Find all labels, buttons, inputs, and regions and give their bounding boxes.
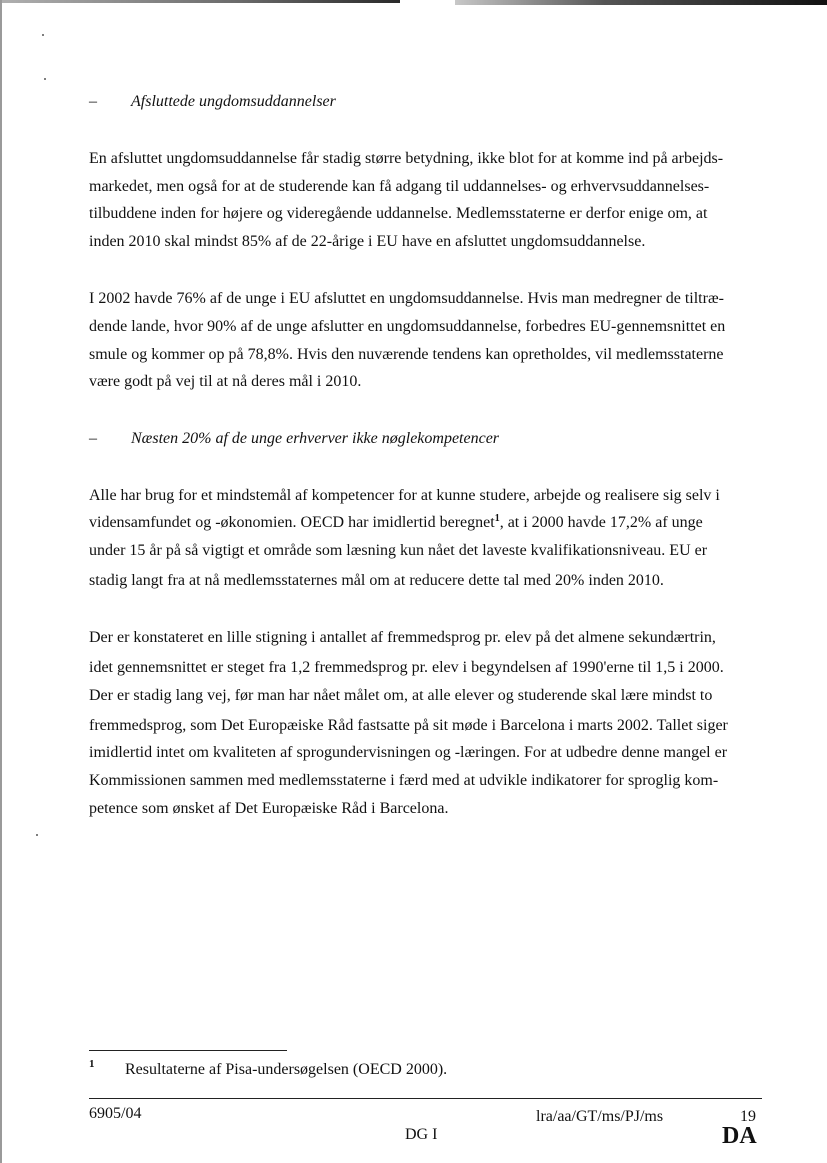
footer-initials: lra/aa/GT/ms/PJ/ms [536,1108,664,1125]
text-line: Der er konstateret en lille stigning i antallet af fremmedsprog pr. elev på det almene sekundærtrin, [89,629,716,646]
section-dash: – [89,93,97,110]
text-line: stadig langt fra at nå medlemsstaternes mål om at reducere dette tal med 20% inden 2010. [89,572,664,589]
section-dash: – [89,430,97,447]
text-line: Alle har brug for et mindstemål af kompetencer for at kunne studere, arbejde og realisere sig selv i [89,487,720,504]
footnote-divider [89,1050,287,1051]
section-heading-key-competences: Næsten 20% af de unge erhverver ikke nøglekompetencer [131,430,500,447]
footnote-text: Resultaterne af Pisa-undersøgelsen (OECD 2000). [125,1061,448,1078]
text-segment: vidensamfundet og -økonomien. OECD har imidlertid beregnet [89,514,495,531]
text-line: dende lande, hvor 90% af de unge afslutter en ungdomsuddannelse, forbedres EU-gennemsnittet en [89,318,726,335]
text-line: tilbuddene inden for højere og videregående uddannelse. Medlemsstaterne er derfor enige om, at [89,205,708,222]
text-line: idet gennemsnittet er steget fra 1,2 fremmedsprog pr. elev i begyndelsen af 1990'erne til 1,5 i 2000. [89,659,724,676]
text-line [89,513,703,533]
scan-artifact-left-edge [0,0,2,1163]
text-line: Der er stadig lang vej, før man har nået målet om, at alle elever og studerende skal lære mindst to [89,687,713,704]
section-heading-completed-upper-secondary: Afsluttede ungdomsuddannelser [131,93,336,110]
scan-speck [36,834,38,836]
text-line: En afsluttet ungdomsuddannelse får stadig større betydning, ikke blot for at komme ind på arbejds- [89,150,724,167]
text-line: inden 2010 skal mindst 85% af de 22-årige i EU have en afsluttet ungdomsuddannelse. [89,233,646,250]
scan-artifact-top-left [0,0,400,3]
text-line: fremmedsprog, som Det Europæiske Råd fastsatte på sit møde i Barcelona i marts 2002. Tallet siger [89,717,728,734]
text-line: under 15 år på så vigtigt et område som læsning kun nået det laveste kvalifikationsniveau. EU er [89,542,708,559]
text-segment: , at i 2000 havde 17,2% af unge [499,514,703,531]
footer-language-code: DA [722,1123,757,1149]
scan-artifact-top-right [455,0,827,5]
footer-page-number: 19 [740,1108,756,1125]
text-line: markedet, men også for at de studerende kan få adgang til uddannelses- og erhvervsuddannelses- [89,178,710,195]
footnote-reference[interactable]: 1 [494,513,500,524]
text-line: være godt på vej til at nå deres mål i 2010. [89,373,362,390]
footer-doc-number: 6905/04 [89,1105,142,1122]
text-line: Kommissionen sammen med medlemsstaterne i færd med at udvikle indikatorer for sproglig kom- [89,772,719,789]
text-line: imidlertid intet om kvaliteten af sprogundervisningen og -læringen. For at udbedre denne mangel er [89,744,728,761]
text-line: I 2002 havde 76% af de unge i EU afsluttet en ungdomsuddannelse. Hvis man medregner de tiltræ- [89,290,724,307]
footer-divider [89,1098,762,1099]
scan-speck [42,34,44,36]
scan-speck [44,78,46,80]
text-line: smule og kommer op på 78,8%. Hvis den nuværende tendens kan opretholdes, vil medlemsstaterne [89,346,724,363]
footer-directorate: DG I [405,1126,438,1143]
text-line: petence som ønsket af Det Europæiske Råd i Barcelona. [89,800,449,817]
footnote-number: 1 [89,1058,95,1070]
